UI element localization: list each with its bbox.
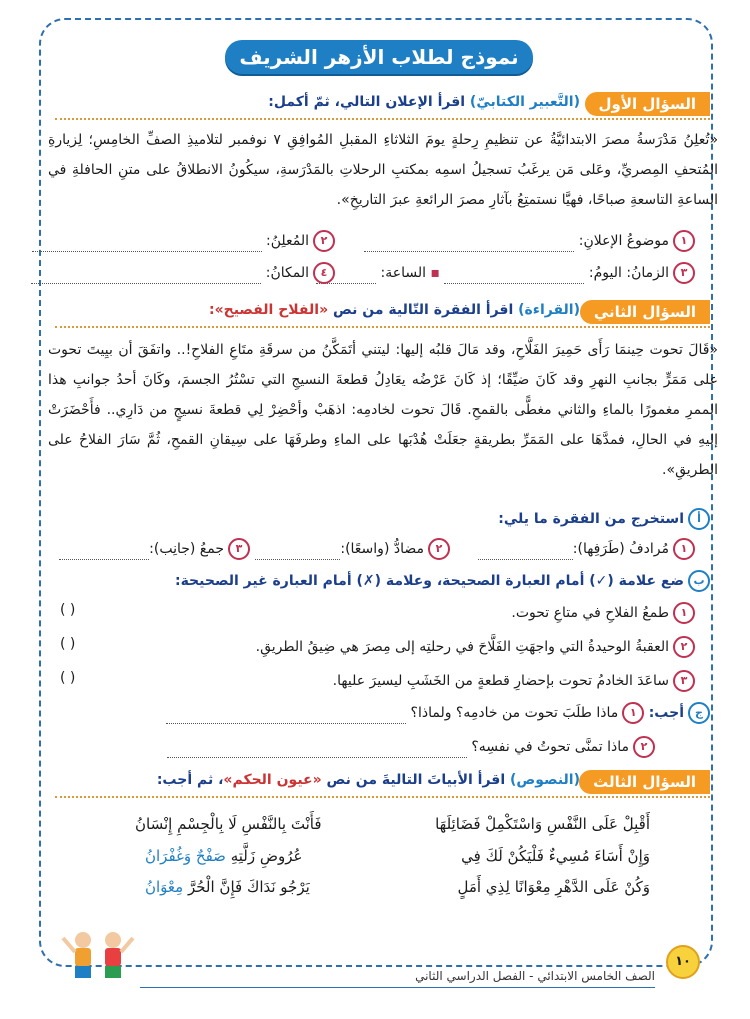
q1-label: السؤال الأول	[585, 92, 710, 116]
q2-b-answer-3[interactable]: ( )	[60, 670, 76, 686]
q3-header	[55, 770, 710, 798]
q2-b-item-2: ٢العقبةُ الوحيدةُ التي واجهَتِ الفَلَّاحَ في رحلتِه إلى مِصرَ هي ضِيقُ الطريقِ.	[256, 636, 695, 658]
q2-c-item-1: جأجب: ١ماذا طلَبَ تحوت من خادمِه؟ ولماذا؟	[166, 702, 710, 724]
q2-instruction: (القراءة) اقرأ الفقرة التّالية من نص «الفلاح الفصيح»:	[208, 302, 580, 318]
q2-a-item-2: ٢مضادُّ (واسعًا):	[255, 538, 450, 560]
q2-header	[55, 300, 710, 328]
q1-item-2: ٢المُعلِنُ:	[32, 230, 335, 252]
q2-paragraph: «قَالَ تحوت حِينمَا رَأَى حَمِيرَ الفَلَّاحِ، وقد مَالَ قلبُه إليها: ليتني أتَمَكَّنُ من سرقَةِ متَاعِ الفلاحِ!.. واتفَقَ أن بيِيتَ تحوت على مَمَرٍّ بجانبِ النهرِ وقد كَانَ ضيِّقًا؛ إذ كَانَ عَرْضُه يعَادِلُ قطعةَ النسيجِ التي تسْتُرُ الجسمَ، وكَانَ أحدُ جوانبِ هذا الممرِ مغمورًا بالماءِ والثاني مغطًّى بالقمحِ. قَالَ تحوت لخادمِه: اذهَبْ وأحْضِرْ لِي قطعةَ نسيجٍ من دَارِي.. فأَحْضَرَتْ إليهِ في الحالِ، فمدَّهَا على المَمَرِّ بطريقةٍ جعَلَتْ هُدْبَها على الماءِ وطرفَهَا على سِيقانِ القمحِ، ثُمَّ سَارَ الفلاحُ على الطريقِ».	[48, 342, 718, 478]
footer-rule	[140, 987, 655, 988]
verse-3-right: وَكُنْ عَلَى الدَّهْرِ مِعْوَانًا لِذِي أَمَلٍ	[457, 878, 650, 896]
q2-a-label: أاستخرج من الفقرة ما يلي:	[498, 508, 710, 530]
verse-1-right: أَقْبِلْ عَلَى النَّفْسِ وَاسْتَكْمِلْ فَضَائِلَهَا	[435, 815, 650, 833]
q2-c-item-2: ٢ماذا تمنَّى تحوتُ في نفسِه؟	[167, 736, 655, 758]
q1-header	[55, 92, 710, 120]
q2-a-item-1: ١مُرادفُ (طَرَفِها):	[478, 538, 695, 560]
q3-label: السؤال الثالث	[579, 770, 710, 794]
q2-b-item-3: ٣ساعَدَ الخادمُ تحوت بإحضارِ قطعةٍ من الخَشَبِ ليسيرَ عليها.	[333, 670, 695, 692]
footer	[40, 954, 710, 989]
footer-text: الصف الخامس الابتدائي - الفصل الدراسي الثاني	[415, 969, 655, 983]
q1-instruction: (التَّعبير الكتابيّ) اقرأ الإعلان التالي، ثمّ أكمل:	[268, 94, 580, 110]
verse-1-left: فَأَنْتَ بِالنَّفْسِ لَا بِالْجِسْمِ إِنْسَانُ	[135, 815, 322, 833]
q2-b-item-1: ١طمعُ الفلاحِ في متاعِ تحوت.	[511, 602, 695, 624]
q2-a-item-3: ٣جمعُ (جانِب):	[59, 538, 250, 560]
q1-item-1: ١موضوعُ الإعلانِ:	[364, 230, 695, 252]
page-title: نموذج لطلاب الأزهر الشريف	[225, 40, 533, 74]
q2-b-answer-1[interactable]: ( )	[60, 602, 76, 618]
q2-b-label: بضع علامة (✓) أمام العبارة الصحيحة، وعلامة (✗) أمام العبارة غير الصحيحة:	[175, 570, 710, 592]
page-number: ١٠	[666, 945, 700, 979]
q2-label: السؤال الثاني	[580, 300, 710, 324]
verse-3-left: يَرْجُو نَدَاكَ فَإِنَّ الْحُرَّ مِعْوَانُ	[145, 878, 310, 896]
q1-paragraph: «تُعلِنُ مَدْرَسةُ مصرَ الابتدائيَّةُ عن تنظيمِ رِحلةٍ يومَ الثلاثاءِ المقبلِ المُوافِقِ ٧ نوفمبر لتلاميذِ الصفِّ الخامِسِ؛ لِزيارةِ المُتحفِ المِصريِّ، وعَلى مَن يرغَبُ تسجيلُ اسمِه بمكتبِ الرحلاتِ بالمَدْرَسةِ، سيكُونُ الانطلاقُ على متنِ الحافلةِ في الساعةِ التاسعةِ صباحًا، فهيَّا نستمتِعُ بآثارِ مصرَ الرائعةِ عبرَ التاريخِ».	[48, 132, 719, 208]
verse-2-left: عُرُوضِ زَلَّتِهِ صَفْحٌ وَغُفْرَانُ	[145, 847, 303, 865]
verse-2-right: وَإِنْ أَسَاءَ مُسِيءٌ فَلْيَكُنْ لَكَ فِي	[461, 847, 650, 865]
q3-instruction: (النصوص) اقرأ الأبياتَ التاليةَ من نص «عيون الحكم»، ثم أجب:	[156, 772, 580, 788]
q2-b-answer-2[interactable]: ( )	[60, 636, 76, 652]
q1-item-3: ٣الزمانُ: اليومُ: ▪ الساعة:	[316, 262, 695, 284]
q1-item-4: ٤المكانُ:	[31, 262, 335, 284]
